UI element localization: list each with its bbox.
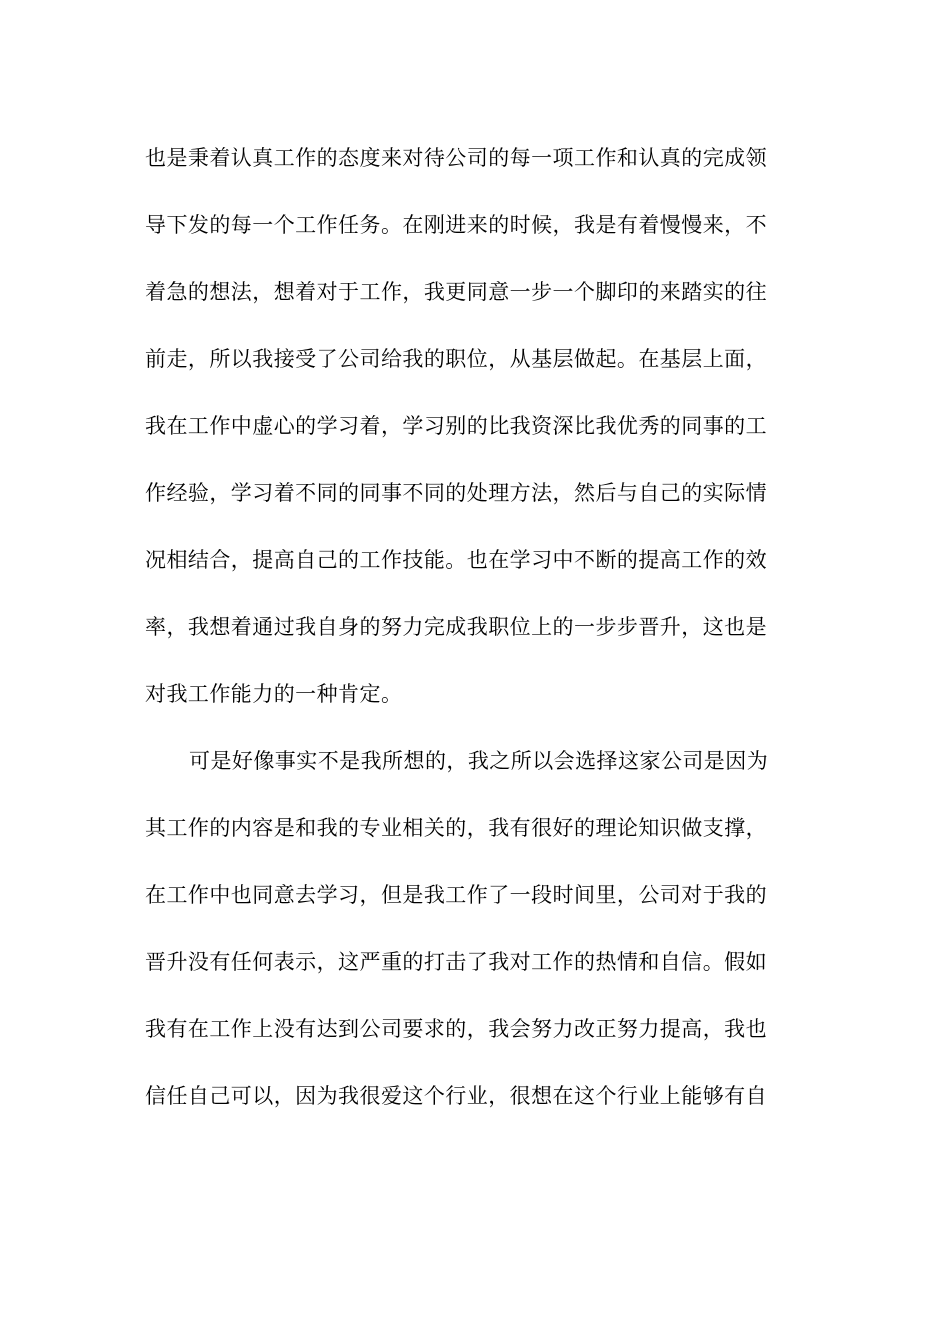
text-line: 前走，所以我接受了公司给我的职位，从基层做起。在基层上面， [145,347,768,371]
body-text [145,130,805,1135]
text-line: 对我工作能力的一种肯定。 [145,682,403,706]
text-line: 况相结合，提高自己的工作技能。也在学习中不断的提高工作的效 [145,548,768,572]
text-line: 在工作中也同意去学习，但是我工作了一段时间里，公司对于我的 [145,883,768,907]
text-line: 导下发的每一个工作任务。在刚进来的时候，我是有着慢慢来，不 [145,213,768,237]
text-line: 晋升没有任何表示，这严重的打击了我对工作的热情和自信。假如 [145,950,768,974]
paragraph-2 [145,733,805,1135]
text-line: 其工作的内容是和我的专业相关的，我有很好的理论知识做支撑， [145,816,768,840]
text-line: 我有在工作上没有达到公司要求的，我会努力改正努力提高，我也 [145,1017,768,1041]
text-line: 着急的想法，想着对于工作，我更同意一步一个脚印的来踏实的往 [145,280,768,304]
text-line: 作经验，学习着不同的同事不同的处理方法，然后与自己的实际情 [145,481,768,505]
paragraph-1 [145,130,805,733]
text-line: 率，我想着通过我自身的努力完成我职位上的一步步晋升，这也是 [145,615,768,639]
text-line-indented: 可是好像事实不是我所想的，我之所以会选择这家公司是因为 [189,749,769,773]
text-line: 信任自己可以，因为我很爱这个行业，很想在这个行业上能够有自 [145,1084,768,1108]
text-line: 也是秉着认真工作的态度来对待公司的每一项工作和认真的完成领 [145,146,768,170]
text-line: 我在工作中虚心的学习着，学习别的比我资深比我优秀的同事的工 [145,414,768,438]
